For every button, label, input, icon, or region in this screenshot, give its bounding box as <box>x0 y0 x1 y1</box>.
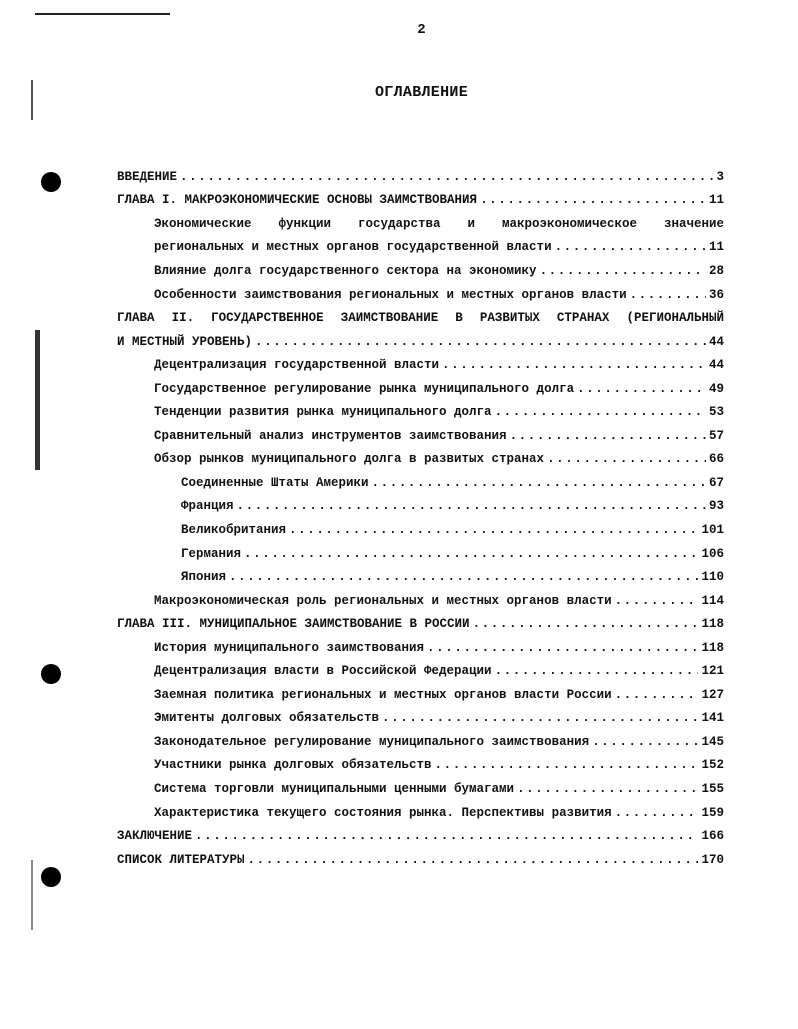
toc-entry <box>117 612 724 636</box>
toc-dot-leader <box>547 452 706 466</box>
toc-entry <box>117 259 724 283</box>
toc-entry-page: 11 <box>708 240 724 255</box>
toc-dot-leader <box>555 240 706 254</box>
toc-entry-page: 166 <box>701 829 724 844</box>
toc-entry <box>117 165 724 189</box>
toc-dot-leader <box>510 429 706 443</box>
toc-dot-leader <box>473 617 699 631</box>
toc-entry-title: ГЛАВА II. ГОСУДАРСТВЕННОЕ ЗАИМСТВОВАНИЕ В РАЗВИТЫХ СТРАНАХ (РЕГИОНАЛЬНЫЙ <box>117 311 724 326</box>
toc-dot-leader <box>180 170 713 184</box>
toc-entry-page: 36 <box>708 287 724 302</box>
toc-entry <box>117 754 724 778</box>
toc-dot-leader <box>248 853 699 867</box>
toc-entry-title: Соединенные Штаты Америки <box>181 475 369 490</box>
toc-entry <box>117 707 724 731</box>
toc-entry <box>117 824 724 848</box>
toc-dot-leader <box>615 594 699 608</box>
toc-entry-title: Децентрализация власти в Российской Федерации <box>154 664 492 679</box>
toc-entry <box>117 659 724 683</box>
toc-dot-leader <box>435 758 699 772</box>
toc-entry-page: 93 <box>708 499 724 514</box>
toc-dot-leader <box>244 547 698 561</box>
toc-entry-title: И МЕСТНЫЙ УРОВЕНЬ) <box>117 334 253 349</box>
toc-entry-title: ГЛАВА III. МУНИЦИПАЛЬНОЕ ЗАИМСТВОВАНИЕ В РОССИИ <box>117 617 470 632</box>
toc-dot-leader <box>442 358 706 372</box>
toc-entry-page: 159 <box>701 805 724 820</box>
toc-dot-leader <box>495 664 699 678</box>
toc-entry-title: Участники рынка долговых обязательств <box>154 758 432 773</box>
toc-entry-title: СПИСОК ЛИТЕРАТУРЫ <box>117 852 245 867</box>
toc-entry <box>117 777 724 801</box>
toc-entry-page: 67 <box>708 475 724 490</box>
toc-entry-page: 49 <box>708 381 724 396</box>
punch-hole <box>41 172 61 192</box>
toc-entry <box>117 306 724 330</box>
toc-entry <box>117 848 724 872</box>
toc-dot-leader <box>229 570 698 584</box>
punch-hole <box>41 867 61 887</box>
table-of-contents <box>117 165 724 871</box>
toc-dot-leader <box>382 711 698 725</box>
toc-entry <box>117 565 724 589</box>
toc-dot-leader <box>517 782 698 796</box>
toc-entry <box>117 495 724 519</box>
toc-entry-title: Германия <box>181 546 242 561</box>
toc-dot-leader <box>255 335 706 349</box>
toc-dot-leader <box>615 688 699 702</box>
toc-entry-title: Система торговли муниципальными ценными бумагами <box>154 781 515 796</box>
toc-entry-title: Децентрализация государственной власти <box>154 358 440 373</box>
toc-entry <box>117 636 724 660</box>
toc-entry <box>117 400 724 424</box>
toc-entry-page: 118 <box>701 617 724 632</box>
toc-entry-page: 121 <box>701 664 724 679</box>
toc-entry <box>117 236 724 260</box>
toc-entry-page: 44 <box>708 334 724 349</box>
toc-entry <box>117 330 724 354</box>
toc-entry <box>117 283 724 307</box>
toc-dot-leader <box>540 264 706 278</box>
toc-dot-leader <box>372 476 706 490</box>
toc-entry-title: Макроэкономическая роль региональных и местных органов власти <box>154 593 612 608</box>
toc-entry-title: ГЛАВА I. МАКРОЭКОНОМИЧЕСКИЕ ОСНОВЫ ЗАИМСТВОВАНИЯ <box>117 193 478 208</box>
page-number: 2 <box>417 22 426 38</box>
toc-entry <box>117 683 724 707</box>
toc-dot-leader <box>480 193 706 207</box>
toc-entry <box>117 542 724 566</box>
toc-entry <box>117 189 724 213</box>
punch-hole <box>41 664 61 684</box>
toc-entry <box>117 589 724 613</box>
toc-entry-page: 170 <box>701 852 724 867</box>
toc-entry-title: Эмитенты долговых обязательств <box>154 711 380 726</box>
toc-entry-page: 141 <box>701 711 724 726</box>
toc-dot-leader <box>427 641 698 655</box>
toc-entry-page: 101 <box>701 522 724 537</box>
toc-entry-title: Сравнительный анализ инструментов заимствования <box>154 428 507 443</box>
toc-entry-title: Законодательное регулирование муниципального заимствования <box>154 734 590 749</box>
toc-entry-page: 106 <box>701 546 724 561</box>
toc-entry-page: 145 <box>701 734 724 749</box>
toc-entry <box>117 377 724 401</box>
toc-entry-title: Особенности заимствования региональных и местных органов власти <box>154 287 627 302</box>
toc-entry-title: ЗАКЛЮЧЕНИЕ <box>117 829 193 844</box>
toc-entry-title: Заемная политика региональных и местных органов власти России <box>154 687 612 702</box>
toc-entry <box>117 353 724 377</box>
scan-edge-mark <box>35 330 40 470</box>
toc-entry-title: Государственное регулирование рынка муниципального долга <box>154 381 575 396</box>
scan-artifact-line <box>35 13 170 15</box>
toc-entry-title: Тенденции развития рынка муниципального долга <box>154 405 492 420</box>
toc-entry-title: Экономические функции государства и макроэкономическое значение <box>154 216 724 231</box>
toc-entry-page: 28 <box>708 263 724 278</box>
toc-entry-page: 44 <box>708 358 724 373</box>
toc-entry-page: 110 <box>701 570 724 585</box>
toc-dot-leader <box>577 382 706 396</box>
toc-entry-title: Характеристика текущего состояния рынка. Перспективы развития <box>154 805 612 820</box>
toc-entry-page: 3 <box>716 169 724 184</box>
toc-dot-leader <box>630 288 706 302</box>
toc-entry-page: 118 <box>701 640 724 655</box>
toc-entry <box>117 471 724 495</box>
toc-entry-title: Франция <box>181 499 234 514</box>
toc-entry-title: Япония <box>181 570 227 585</box>
toc-entry-title: Великобритания <box>181 522 287 537</box>
toc-entry <box>117 730 724 754</box>
toc-entry-title: Обзор рынков муниципального долга в развитых странах <box>154 452 545 467</box>
toc-dot-leader <box>592 735 698 749</box>
document-title: ОГЛАВЛЕНИЕ <box>374 84 468 101</box>
toc-entry-title: История муниципального заимствования <box>154 640 425 655</box>
toc-entry-page: 127 <box>701 687 724 702</box>
toc-dot-leader <box>495 405 706 419</box>
toc-entry-page: 155 <box>701 781 724 796</box>
toc-dot-leader <box>289 523 698 537</box>
toc-dot-leader <box>237 499 706 513</box>
scan-edge-mark <box>31 860 33 930</box>
toc-entry <box>117 801 724 825</box>
toc-entry <box>117 212 724 236</box>
toc-entry-page: 66 <box>708 452 724 467</box>
toc-entry <box>117 424 724 448</box>
toc-entry <box>117 448 724 472</box>
toc-entry-page: 57 <box>708 428 724 443</box>
toc-dot-leader <box>195 829 698 843</box>
toc-entry-page: 152 <box>701 758 724 773</box>
toc-dot-leader <box>615 806 699 820</box>
toc-entry-title: региональных и местных органов государственной власти <box>154 240 552 255</box>
toc-entry-title: ВВЕДЕНИЕ <box>117 169 178 184</box>
toc-entry <box>117 518 724 542</box>
toc-entry-title: Влияние долга государственного сектора на экономику <box>154 263 537 278</box>
toc-entry-page: 11 <box>708 193 724 208</box>
toc-entry-page: 114 <box>701 593 724 608</box>
toc-entry-page: 53 <box>708 405 724 420</box>
